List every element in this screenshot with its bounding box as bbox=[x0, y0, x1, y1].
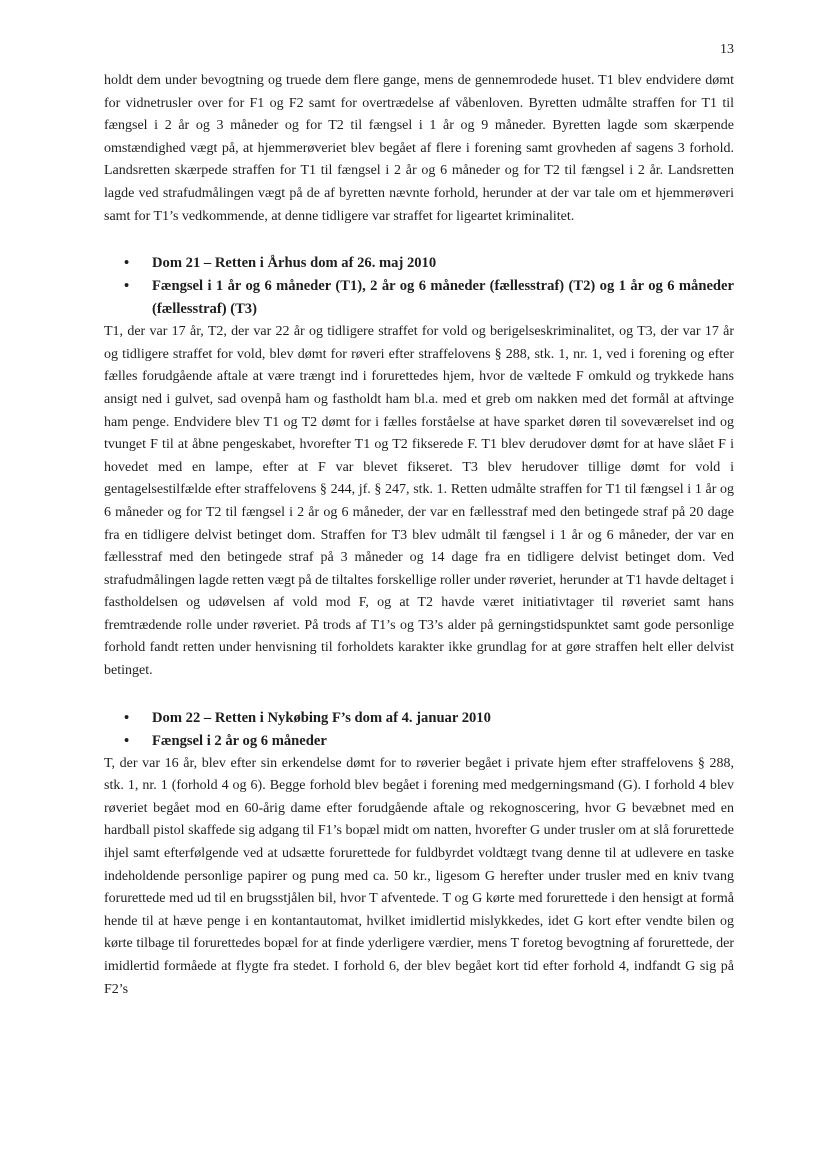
case-sentence-dom-22 bbox=[104, 730, 734, 753]
case-heading-dom-21 bbox=[104, 252, 734, 321]
bullet-icon: • bbox=[124, 255, 130, 272]
bullet-icon: • bbox=[124, 278, 130, 295]
case-heading-dom-22 bbox=[104, 707, 734, 753]
case-sentence-text: Fængsel i 2 år og 6 måneder bbox=[152, 732, 327, 749]
case-title-dom-21 bbox=[104, 252, 734, 275]
bullet-icon: • bbox=[124, 732, 130, 749]
case-sentence-dom-21 bbox=[104, 275, 734, 321]
paragraph-continued-case: holdt dem under bevogtning og truede dem flere gange, mens de gennemrodede huset. T1 blev endvidere dømt for vidnetrusler over for F1 og F2 samt for overtrædelse af våbenloven. Byretten udmålte straffen for T1 til fængsel i 2 år og 3 måneder og for T2 til fængsel i 1 år og 9 måneder. Byretten lagde som skærpende omstændighed vægt på, at hjemmerøveriet blev begået af flere i forening samt grovheden af sagens 3 forhold. Landsretten skærpede straffen for T1 til fængsel i 2 år og 6 måneder og for T2 til fængsel i 2 år. Landsretten lagde ved strafudmålingen vægt på de af byretten nævnte forhold, herunder at der var tale om et hjemmerøveri samt for T1’s vedkommende, at denne tidligere var straffet for ligeartet kriminalitet. bbox=[104, 73, 734, 224]
paragraph-dom-21: T1, der var 17 år, T2, der var 22 år og tidligere straffet for vold og berigelseskriminalitet, og T3, der var 17 år og tidligere straffet for vold, blev dømt for røveri efter straffelovens § 288, stk. 1, nr. 1, ved i forening og efter fælles forudgående aftale at være trængt ind i forurettedes hjem, hvor de væltede F omkuld og trykkede hans ansigt ned i gulvet, sad ovenpå ham og fastholdt ham bl.a. med et greb om nakken med det formål at aftvinge ham penge. Endvidere blev T1 og T2 dømt for i fælles forståelse at have sparket døren til soveværelset ind og tvunget F til at åbne pengeskabet, hvorefter T1 og T2 fikserede F. T1 blev derudover dømt for at have slået F i hovedet med en lampe, efter at F var blevet fikseret. T3 blev herudover tillige dømt for vold i gentagelsestilfælde efter straffelovens § 244, jf. § 247, stk. 1. Retten udmålte straffen for T1 til fængsel i 1 år og 6 måneder og for T2 til fængsel i 2 år og 6 måneder, der var en fællesstraf med den betingede straf på 20 dage fra en tidligere delvist betinget dom. Straffen for T3 blev udmålt til fængsel i 1 år og 6 måneder, der var en fællesstraf med den betingede straf på 3 måneder og 14 dage fra en tidligere delvist betinget dom. Ved strafudmålingen lagde retten vægt på de tiltaltes forskellige roller under røveriet, herunder at T1 havde deltaget i fastholdelsen og udøvelsen af vold mod F, og at T2 havde været initiativtager til røveriet samt hans fremtrædende rolle under røveriet. På trods af T1’s og T3’s alder på gerningstidspunktet samt gode personlige forhold fandt retten under henvisning til forholdets karakter ikke grundlag for at gøre straffen helt eller delvist betinget. bbox=[104, 324, 734, 679]
paragraph-dom-22: T, der var 16 år, blev efter sin erkendelse dømt for to røverier begået i private hjem efter straffelovens § 288, stk. 1, nr. 1 (forhold 4 og 6). Begge forhold blev begået i forening med medgerningsmand (G). I forhold 4 blev røveriet begået mod en 60-årig dame efter forudgående aftale og rekognoscering, hvor G bevæbnet med en hardball pistol skaffede sig adgang til F1’s bopæl midt om natten, hvorefter G under trusler om at slå forurettede ihjel samt efterfølgende ved at udsætte forurettede for fuldbyrdet voldtægt tvang denne til at udlevere en taske indeholdende personlige papirer og pung med ca. 50 kr., ligesom G herefter under trusler med en kniv tvang forurettede med ud til en brugsstjålen bil, hvor T afventede. T og G kørte med forurettede i den hensigt at formå hende til at hæve penge i en kontantautomat, hvilket imidlertid mislykkedes, idet G kort efter vendte bilen og kørte tilbage til forurettedes bopæl for at finde yderligere værdier, mens T foretog bevogtning af forurettede, der imidlertid formåede at flygte fra stedet. I forhold 6, der blev begået kort tid efter forhold 4, indfandt G sig på F2’s bbox=[104, 755, 734, 997]
document-body bbox=[104, 70, 734, 1001]
page-number: 13 bbox=[720, 42, 734, 57]
case-sentence-text: Fængsel i 1 år og 6 måneder (T1), 2 år og 6 måneder (fællesstraf) (T2) og 1 år og 6 måneder (fællesstraf) (T3) bbox=[152, 278, 734, 318]
case-title-text: Dom 22 – Retten i Nykøbing F’s dom af 4. januar 2010 bbox=[152, 709, 491, 726]
case-title-dom-22 bbox=[104, 707, 734, 730]
case-title-text: Dom 21 – Retten i Århus dom af 26. maj 2010 bbox=[152, 255, 437, 272]
bullet-icon: • bbox=[124, 709, 130, 726]
